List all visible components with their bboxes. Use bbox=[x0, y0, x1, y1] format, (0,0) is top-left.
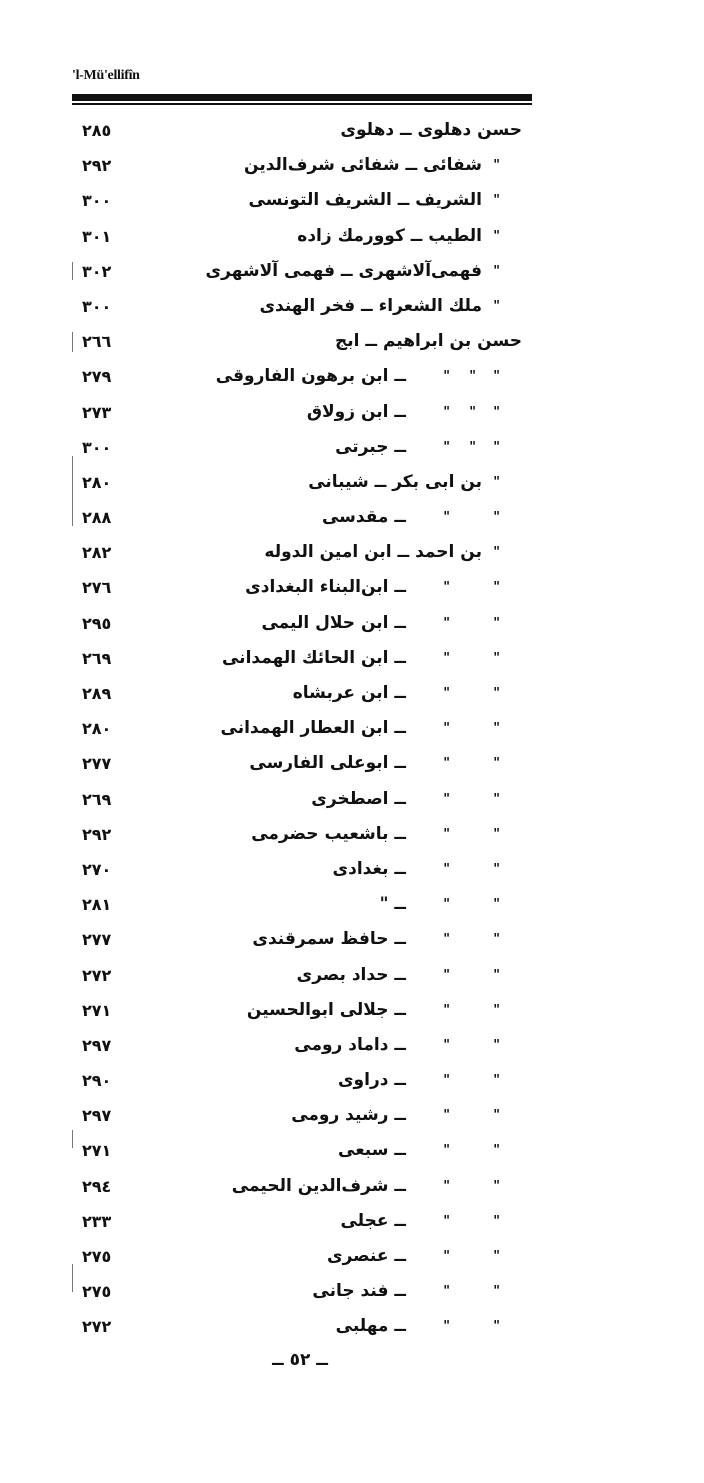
ditto-mark: " bbox=[469, 404, 476, 420]
entry-page-number: ٢٣٣ bbox=[82, 1211, 112, 1231]
entry-page-number: ٢٧٧ bbox=[82, 754, 112, 774]
entry-page-number: ٢٧٦ bbox=[82, 578, 112, 598]
index-entry bbox=[72, 183, 528, 218]
ditto-mark: " bbox=[493, 369, 500, 385]
ditto-mark: " bbox=[443, 580, 450, 596]
entry-name: ملك الشعراء ــ فخر الهندی bbox=[259, 295, 482, 316]
ditto-mark: " bbox=[493, 1108, 500, 1124]
entry-name: ــ جلالی ابوالحسین bbox=[246, 999, 406, 1020]
ditto-mark: " bbox=[443, 721, 450, 737]
index-entry bbox=[72, 887, 528, 922]
ditto-mark: " bbox=[443, 1213, 450, 1229]
ditto-mark: " bbox=[443, 615, 450, 631]
entry-page-number: ٢٨٩ bbox=[82, 684, 112, 703]
entry-page-number: ٢٧٢ bbox=[82, 1317, 112, 1337]
entry-page-number: ٢٧٥ bbox=[82, 1282, 112, 1302]
entry-page-number: ٢٩٧ bbox=[82, 1106, 112, 1126]
ditto-mark: " bbox=[493, 826, 500, 842]
index-entry bbox=[72, 1028, 528, 1063]
entry-page-number: ٢٦٦ bbox=[82, 332, 112, 352]
ditto-mark: " bbox=[443, 404, 450, 420]
entry-page-number: ٢٨١ bbox=[82, 895, 112, 915]
index-entry bbox=[72, 606, 528, 641]
ditto-mark: " bbox=[443, 1284, 450, 1300]
ditto-mark: " bbox=[493, 650, 500, 666]
ditto-mark: " bbox=[493, 545, 500, 561]
header-rule-thick bbox=[72, 94, 532, 101]
index-entry bbox=[72, 993, 528, 1028]
entry-name: ــ داماد رومی bbox=[294, 1034, 406, 1055]
ditto-mark: " bbox=[493, 1002, 500, 1018]
ditto-mark: " bbox=[469, 439, 476, 455]
ditto-mark: " bbox=[443, 932, 450, 948]
index-entry bbox=[72, 324, 528, 359]
entry-page-number: ٢٨٠ bbox=[82, 472, 112, 492]
ditto-mark: " bbox=[443, 967, 450, 983]
index-entry bbox=[72, 430, 528, 465]
entry-name: ــ حافظ سمرقندی bbox=[252, 929, 406, 950]
ditto-mark: " bbox=[493, 439, 500, 455]
entry-name: حسن دهلوی ــ دهلوی bbox=[340, 120, 522, 140]
ditto-mark: " bbox=[493, 1249, 500, 1264]
index-entry bbox=[72, 958, 528, 993]
entry-page-number: ٢٧٧ bbox=[82, 930, 112, 950]
index-entry bbox=[72, 570, 528, 605]
entry-name: بن احمد ــ ابن امین الدوله bbox=[264, 542, 482, 563]
entry-page-number: ٢٧١ bbox=[82, 1141, 112, 1161]
entry-name: ــ جبرتی bbox=[335, 436, 406, 457]
entry-page-number: ٣٠٢ bbox=[82, 261, 112, 281]
ditto-mark: " bbox=[443, 1073, 450, 1089]
entry-name: ــ ابن عربشاه bbox=[292, 683, 406, 703]
entry-name: فهمی‌آلاشهری ــ فهمی آلاشهری bbox=[205, 260, 482, 281]
index-entries bbox=[72, 113, 528, 1345]
entry-name: ــ عجلی bbox=[340, 1210, 406, 1231]
ditto-mark: " bbox=[443, 1178, 450, 1194]
ditto-mark: " bbox=[443, 1037, 450, 1053]
ditto-mark: " bbox=[443, 1249, 450, 1264]
entry-page-number: ٣٠٠ bbox=[82, 191, 112, 211]
index-entry bbox=[72, 1274, 528, 1309]
ditto-mark: " bbox=[493, 580, 500, 596]
entry-page-number: ٢٩٥ bbox=[82, 613, 112, 633]
entry-page-number: ٢٩٤ bbox=[82, 1176, 112, 1196]
entry-page-number: ٢٧٩ bbox=[82, 367, 112, 387]
running-head: 'l-Mü'ellifîn bbox=[72, 68, 140, 83]
entry-page-number: ٢٧٠ bbox=[82, 859, 112, 879]
ditto-mark: " bbox=[493, 1284, 500, 1300]
ditto-mark: " bbox=[493, 510, 500, 526]
entry-page-number: ٢٨٠ bbox=[82, 719, 112, 739]
index-entry bbox=[72, 641, 528, 676]
ditto-mark: " bbox=[443, 861, 450, 877]
ditto-mark: " bbox=[493, 897, 500, 913]
index-entry bbox=[72, 817, 528, 852]
entry-name: الطیب ــ کوورمك زاده bbox=[297, 225, 482, 246]
index-entry bbox=[72, 852, 528, 887]
index-entry bbox=[72, 219, 528, 254]
ditto-mark: " bbox=[493, 404, 500, 420]
ditto-mark: " bbox=[493, 1178, 500, 1194]
ditto-mark: " bbox=[443, 686, 450, 701]
ditto-mark: " bbox=[493, 1073, 500, 1089]
entry-name: ــ " bbox=[379, 894, 406, 915]
entry-name: الشریف ــ الشریف التونسی bbox=[248, 190, 482, 211]
index-entry bbox=[72, 395, 528, 430]
index-entry bbox=[72, 711, 528, 746]
ditto-mark: " bbox=[443, 1002, 450, 1018]
entry-name: ــ شرف‌الدین الحیمی bbox=[231, 1175, 406, 1196]
entry-page-number: ٢٧٥ bbox=[82, 1247, 112, 1266]
entry-page-number: ٢٦٩ bbox=[82, 648, 112, 668]
entry-name: ــ اصطخری bbox=[311, 788, 406, 809]
header-rule-thin bbox=[72, 103, 532, 105]
entry-page-number: ٢٧٢ bbox=[82, 965, 112, 985]
entry-page-number: ٢٧١ bbox=[82, 1000, 112, 1020]
index-entry bbox=[72, 113, 528, 148]
ditto-mark: " bbox=[493, 721, 500, 737]
entry-page-number: ٢٨٢ bbox=[82, 543, 112, 563]
entry-name: ــ ابن زولاق bbox=[306, 401, 406, 422]
entry-name: ــ حداد بصری bbox=[296, 964, 406, 985]
index-entry bbox=[72, 148, 528, 183]
ditto-mark: " bbox=[493, 686, 500, 701]
entry-page-number: ٢٨٨ bbox=[82, 508, 112, 528]
entry-name: ــ رشید رومی bbox=[291, 1105, 406, 1126]
ditto-mark: " bbox=[493, 861, 500, 877]
ditto-mark: " bbox=[493, 1319, 500, 1335]
ditto-mark: " bbox=[493, 932, 500, 948]
entry-page-number: ٣٠١ bbox=[82, 226, 112, 246]
ditto-mark: " bbox=[469, 369, 476, 385]
ditto-mark: " bbox=[443, 510, 450, 526]
index-entry bbox=[72, 676, 528, 711]
entry-page-number: ٣٠٠ bbox=[82, 296, 112, 316]
index-entry bbox=[72, 1169, 528, 1204]
index-entry bbox=[72, 1098, 528, 1133]
ditto-mark: " bbox=[443, 369, 450, 385]
entry-page-number: ٢٧٣ bbox=[82, 402, 112, 422]
entry-name: بن ابی بکر ــ شیبانی bbox=[308, 471, 482, 492]
entry-name: ــ بغدادی bbox=[332, 858, 406, 879]
entry-page-number: ٢٩٠ bbox=[82, 1071, 112, 1091]
ditto-mark: " bbox=[443, 1319, 450, 1335]
ditto-mark: " bbox=[493, 1213, 500, 1229]
ditto-mark: " bbox=[493, 474, 500, 490]
ditto-mark: " bbox=[493, 158, 500, 174]
index-entry bbox=[72, 359, 528, 394]
ditto-mark: " bbox=[443, 826, 450, 842]
entry-page-number: ٢٩٧ bbox=[82, 1035, 112, 1055]
entry-name: ــ عنصری bbox=[327, 1246, 406, 1266]
index-entry bbox=[72, 535, 528, 570]
entry-name: ــ دراوی bbox=[337, 1070, 406, 1091]
entry-name: ــ ابن العطار الهمدانی bbox=[220, 718, 406, 739]
index-entry bbox=[72, 746, 528, 781]
ditto-mark: " bbox=[443, 1108, 450, 1124]
ditto-mark: " bbox=[443, 791, 450, 807]
entry-name: ــ باشعیب حضرمی bbox=[251, 823, 406, 844]
index-entry bbox=[72, 1204, 528, 1239]
index-entry bbox=[72, 500, 528, 535]
index-entry bbox=[72, 254, 528, 289]
ditto-mark: " bbox=[493, 615, 500, 631]
ditto-mark: " bbox=[493, 228, 500, 244]
entry-name: ــ ابن حلال الیمی bbox=[261, 612, 406, 633]
entry-name: شفائی ــ شفائی شرف‌الدین bbox=[244, 155, 482, 176]
index-entry bbox=[72, 465, 528, 500]
entry-name: ــ فند جانی bbox=[312, 1281, 406, 1302]
page-number: ــ ٥٢ ــ bbox=[272, 1350, 328, 1370]
entry-name: ــ ابن برهون الفاروقی bbox=[215, 366, 406, 387]
index-entry bbox=[72, 1309, 528, 1344]
ditto-mark: " bbox=[443, 1143, 450, 1159]
index-entry bbox=[72, 922, 528, 957]
entry-name: ــ سبعی bbox=[338, 1140, 406, 1161]
ditto-mark: " bbox=[493, 967, 500, 983]
entry-name: ــ ابن‌البناء البغدادی bbox=[245, 577, 406, 598]
entry-page-number: ٢٦٩ bbox=[82, 789, 112, 809]
ditto-mark: " bbox=[493, 1143, 500, 1159]
entry-name: ــ مهلبی bbox=[335, 1316, 406, 1337]
ditto-mark: " bbox=[493, 193, 500, 209]
entry-page-number: ٢٨٥ bbox=[82, 121, 112, 140]
index-entry bbox=[72, 782, 528, 817]
ditto-mark: " bbox=[493, 756, 500, 772]
ditto-mark: " bbox=[493, 1037, 500, 1053]
entry-name: ــ مقدسی bbox=[321, 507, 406, 528]
ditto-mark: " bbox=[493, 263, 500, 279]
index-entry bbox=[72, 1063, 528, 1098]
ditto-mark: " bbox=[443, 439, 450, 455]
entry-page-number: ٢٩٢ bbox=[82, 824, 112, 844]
ditto-mark: " bbox=[443, 756, 450, 772]
ditto-mark: " bbox=[493, 791, 500, 807]
entry-page-number: ٢٩٢ bbox=[82, 156, 112, 176]
entry-page-number: ٣٠٠ bbox=[82, 437, 112, 457]
entry-name: ــ ابن الحائك الهمدانی bbox=[221, 647, 406, 668]
entry-name: ــ ابوعلی الفارسی bbox=[249, 753, 406, 774]
index-entry bbox=[72, 1239, 528, 1274]
ditto-mark: " bbox=[443, 650, 450, 666]
index-entry bbox=[72, 289, 528, 324]
ditto-mark: " bbox=[443, 897, 450, 913]
ditto-mark: " bbox=[493, 298, 500, 314]
index-entry bbox=[72, 1133, 528, 1168]
entry-name: حسن بن ابراهیم ــ ابج bbox=[335, 331, 522, 352]
